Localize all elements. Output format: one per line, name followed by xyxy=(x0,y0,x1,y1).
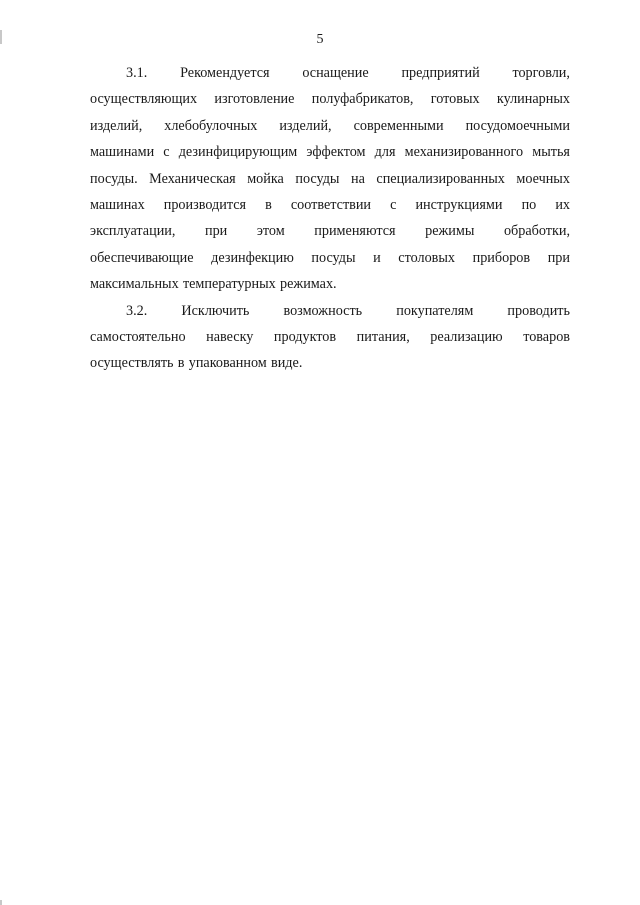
word: посуды xyxy=(311,249,356,266)
word: обработки, xyxy=(503,223,570,240)
word: дезинфицирующим xyxy=(178,144,298,161)
word: самостоятельно xyxy=(90,329,186,346)
word: изделий, xyxy=(279,117,332,134)
word: мойка xyxy=(247,170,284,187)
word: для xyxy=(374,144,396,161)
word: их xyxy=(555,197,570,214)
word: реализацию xyxy=(430,329,503,346)
word: и xyxy=(373,249,381,266)
word: режимах. xyxy=(280,276,337,293)
word: осуществлять xyxy=(90,355,174,372)
word: мытья xyxy=(532,144,570,161)
word: максимальных xyxy=(90,276,179,293)
word: в xyxy=(177,355,185,372)
word: 3.2. xyxy=(126,302,148,319)
word: возможность xyxy=(283,302,363,319)
page-number: 5 xyxy=(316,32,324,47)
word: посудомоечными xyxy=(465,117,570,134)
word: изделий, xyxy=(90,117,143,134)
word: машинах xyxy=(90,197,145,214)
word: Рекомендуется xyxy=(180,65,270,81)
text-line xyxy=(90,271,570,297)
word: специализированных xyxy=(376,170,505,187)
word: приборов xyxy=(472,249,531,266)
word: современными xyxy=(353,117,444,134)
word: виде. xyxy=(271,355,303,372)
text-line xyxy=(90,166,570,192)
text-line xyxy=(90,298,570,324)
word: с xyxy=(163,144,170,161)
word: эксплуатации, xyxy=(90,223,176,240)
word: при xyxy=(204,223,228,240)
word: оснащение xyxy=(302,65,369,81)
word: 3.1. xyxy=(126,65,148,81)
word: производится xyxy=(163,197,247,214)
word: предприятий xyxy=(401,65,480,81)
word: моечных xyxy=(516,170,570,187)
word: товаров xyxy=(523,329,570,346)
word: посуды. xyxy=(90,170,138,187)
word: Механическая xyxy=(149,170,236,187)
word: упакованном xyxy=(188,355,267,372)
text-line xyxy=(90,192,570,218)
word: на xyxy=(350,170,365,187)
word: режимы xyxy=(425,223,475,240)
word: торговли, xyxy=(512,65,570,81)
paragraph-p32 xyxy=(90,298,570,377)
word: в xyxy=(265,197,272,214)
scan-edge-mark-bottom xyxy=(0,900,2,905)
word: температурных xyxy=(182,276,276,293)
word: столовых xyxy=(398,249,456,266)
word: Исключить xyxy=(181,302,250,319)
text-line xyxy=(90,245,570,271)
text-line xyxy=(90,60,570,86)
word: покупателям xyxy=(396,302,474,319)
word: по xyxy=(521,197,537,214)
word: хлебобулочных xyxy=(164,117,258,134)
word: механизированного xyxy=(404,144,524,161)
word: машинами xyxy=(90,144,155,161)
word: продуктов xyxy=(273,329,337,346)
word: питания, xyxy=(356,329,410,346)
word: осуществляющих xyxy=(90,91,198,108)
word: инструкциями xyxy=(415,197,503,214)
document-body xyxy=(90,60,570,377)
word: с xyxy=(390,197,397,214)
word: проводить xyxy=(507,302,570,319)
word: соответствии xyxy=(290,197,372,214)
word: этом xyxy=(256,223,285,240)
text-line xyxy=(90,86,570,112)
text-line xyxy=(90,218,570,244)
word: кулинарных xyxy=(496,91,570,108)
text-line xyxy=(90,139,570,165)
word: посуды xyxy=(295,170,340,187)
word: дезинфекцию xyxy=(211,249,294,266)
word: обеспечивающие xyxy=(90,249,194,266)
text-line xyxy=(90,350,570,376)
text-line xyxy=(90,113,570,139)
word: при xyxy=(547,249,570,266)
word: изготовление xyxy=(214,91,295,108)
word: готовых xyxy=(430,91,480,108)
word: навеску xyxy=(206,329,254,346)
word: эффектом xyxy=(306,144,366,161)
word: полуфабрикатов, xyxy=(311,91,414,108)
text-line xyxy=(90,324,570,350)
paragraph-p31 xyxy=(90,60,570,298)
word: применяются xyxy=(314,223,396,240)
